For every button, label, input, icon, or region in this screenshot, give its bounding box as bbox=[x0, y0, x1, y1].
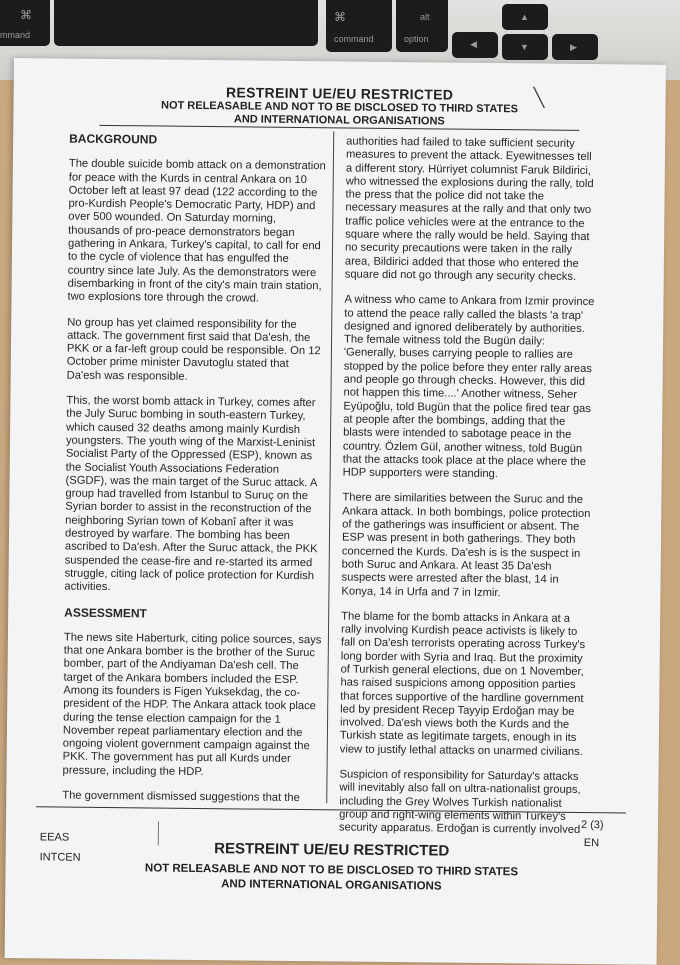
column-divider bbox=[326, 131, 334, 803]
assessment-heading: ASSESSMENT bbox=[64, 605, 147, 620]
handwritten-mark: ╲ bbox=[533, 87, 545, 108]
arrow-down-icon: ▼ bbox=[520, 42, 529, 52]
option-key bbox=[396, 0, 448, 52]
option-key-alt: alt bbox=[420, 12, 430, 22]
space-bar bbox=[54, 0, 318, 46]
command-key-right bbox=[326, 0, 392, 52]
background-paragraph-1: The double suicide bomb attack on a demonstration for peace with the Kurds in central Ankara on 10 October left at least 97 dead (122 according to the pro-Kurdish People's Democratic Party, HDP) and over 500 wounded. On Saturday morning, thousands of pro-peace demonstrators began gathering in Ankara, Turkey's capital, to call for end to the cycle of violence that has engulfed the country since late July. As the demonstrators were disembarking in front of the city's main train station, two explosions tore through the crowd. bbox=[67, 157, 326, 305]
footer-release-line-2: AND INTERNATIONAL ORGANISATIONS bbox=[221, 878, 442, 893]
assessment-paragraph-1: The news site Haberturk, citing police sources, says that one Ankara bomber is the brother of the Suruc bomber, part of the Andiyaman Da'esh cell. The target of the Ankara bombers included the ESP. Among its founders is Figen Yuksekdag, the co-president of the HDP. The Ankara attack took place during the tense election campaign for the 1 November repeat parliamentary election and the ongoing violent government campaign against the PKK. The government has put all Kurds under pressure, including the HDP. bbox=[62, 631, 322, 778]
arrow-down-key bbox=[502, 34, 548, 60]
background-paragraph-2: No group has yet claimed responsibility for the attack. The government first said that Da'esh, the PKK or a far-left group could be responsible. On 12 October prime minister Davutoglu stated that Da'esh was responsible. bbox=[66, 316, 321, 383]
command-key-right-label: command bbox=[334, 34, 374, 44]
right-paragraph-2: A witness who came to Ankara from Izmir province to attend the peace rally called the blasts 'a trap' designed and ignored deliberately by authorities. The female witness told the Bugün daily: 'Generally, buses carrying people to rallies are stopped by the police before they enter rally areas and people go through checks. However, this did not happen this time....' Another witness, Seher Eyüpoğlu, told Bugün that the police fired tear gas at people after the bombings, adding that the blasts were intended to sabotage peace in the country. Özlem Gül, another witness, told Bugün that the attacks took place at the place where the HDP supporters were standing. bbox=[342, 293, 595, 481]
header-release-line-1: NOT RELEASABLE AND NOT TO BE DISCLOSED TO THIRD STATES bbox=[160, 99, 519, 116]
command-key-right-symbol: ⌘ bbox=[334, 10, 346, 24]
document-page bbox=[5, 58, 666, 965]
arrow-left-icon: ◀ bbox=[470, 39, 477, 49]
command-key-left-label: mmand bbox=[0, 30, 31, 40]
assessment-paragraph-2: The government dismissed suggestions that the bbox=[62, 789, 300, 805]
arrow-up-icon: ▲ bbox=[520, 12, 529, 22]
header-release-line-2: AND INTERNATIONAL ORGANISATIONS bbox=[233, 113, 445, 128]
right-paragraph-4: The blame for the bomb attacks in Ankara at a rally involving Kurdish peace activists is likely to fall on Da'esh terrorists operating across Turkey's long border with Syria and Iraq. But the proximity of Turkish general elections, due on 1 November, has raised suspicions among opposition parties that forces supportive of the hardline government led by president Recep Tayyip Erdoğan may be involved. Da'esh views both the Kurds and the Turkish state as legitimate targets, enough in its view to justify lethal attacks on unarmed civilians. bbox=[339, 610, 586, 758]
footer-release-line-1: NOT RELEASABLE AND NOT TO BE DISCLOSED TO THIRD STATES bbox=[144, 862, 519, 879]
option-key-label: option bbox=[404, 34, 429, 44]
right-paragraph-5: Suspicion of responsibility for Saturday's attacks will inevitably also fall on ultra-nationalist groups, including the Grey Wolves Turkish nationalist group and right-wing elements within Turkey's security apparatus. Erdoğan is currently involved bbox=[338, 768, 581, 837]
arrow-up-key bbox=[502, 4, 548, 30]
right-paragraph-3: There are similarities between the Suruc and the Ankara attack. In both bombings, police protection of the gatherings was insufficient or absent. The ESP was present in both gatherings. They both concerned the Kurds. Da'esh is is the suspect in both Suruc and Ankara. At least 35 Da'esh suspects were arrested after the blast, 14 in Konya, 14 in Urfa and 7 in Izmir. bbox=[341, 491, 591, 599]
left-column bbox=[62, 133, 327, 818]
footer-classification: RESTREINT UE/EU RESTRICTED bbox=[214, 840, 450, 860]
header-classification: RESTREINT UE/EU RESTRICTED bbox=[225, 84, 454, 103]
command-key-left-symbol: ⌘ bbox=[20, 8, 32, 22]
right-column bbox=[339, 135, 596, 849]
footer-org-eeas: EEAS bbox=[39, 831, 70, 844]
footer-org-intcen: INTCEN bbox=[39, 851, 81, 864]
arrow-left-key bbox=[452, 32, 498, 58]
right-paragraph-1: authorities had failed to take sufficient security measures to prevent the attack. Eyewitnesses tell a different story. Hürriyet columnist Faruk Bildirici, who witnessed the explosions during the rally, told the press that the police did not take the necessary measures at the rally and that only two traffic police vehicles were at the entrance to the square where the rally would be held. Saying that no security precautions were taken in the rally area, Bildirici added that those who entered the square did not go through any security checks. bbox=[344, 135, 594, 283]
background-heading: BACKGROUND bbox=[69, 131, 158, 147]
page-number: 2 (3) bbox=[580, 818, 604, 832]
arrow-right-key bbox=[552, 34, 598, 60]
command-key-left bbox=[0, 0, 50, 46]
language-code: EN bbox=[583, 837, 600, 850]
background-paragraph-3: This, the worst bomb attack in Turkey, comes after the July Suruc bombing in south-eastern Turkey, which caused 32 deaths among mainly Kurdish youngsters. The youth wing of the Marxist-Leninist Socialist Party of the Oppressed (ESP), known as the Socialist Youth Associations Federation (SGDF), was the main target of the Suruc attack. A group had travelled from Istanbul to Suruç on the Syrian border to assist in the reconstruction of the neighboring Syrian town of Kobanî after it was destroyed by warfare. The bombing has been ascribed to Da'esh. After the Suruc attack, the PKK suspended the cease-fire and re-started its armed struggle, citing lack of police protection for Kurdish activities. bbox=[64, 394, 318, 594]
arrow-right-icon: ▶ bbox=[570, 42, 577, 52]
